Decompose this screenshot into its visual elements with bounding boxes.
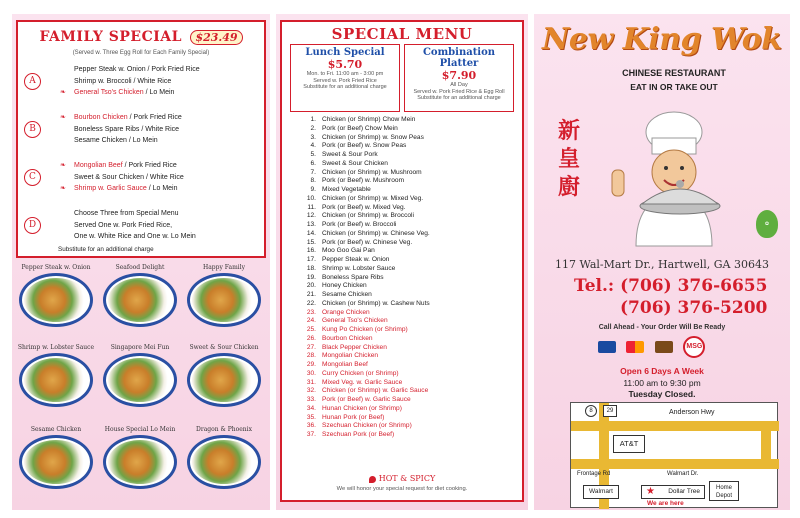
menu-item-name: Pork (or Beef) w. Mushroom — [322, 177, 405, 185]
family-panel — [12, 14, 270, 510]
menu-item-number: 11. — [307, 203, 316, 211]
menu-item-number: 12. — [306, 212, 316, 220]
menu-item-number: 33. — [306, 396, 316, 403]
dish-caption: House Special Lo Mein — [104, 426, 176, 433]
dish-photo — [184, 426, 264, 489]
hours: 11:00 am to 9:30 pm — [623, 378, 701, 388]
dish-plate-image — [19, 273, 93, 327]
dish-photo — [184, 264, 264, 327]
menu-item-number: 2. — [310, 124, 316, 132]
dish-text: Pepper Steak w. Onion / Pork Fried Rice — [74, 66, 200, 73]
chef-illustration — [596, 98, 746, 256]
family-subtitle: (Served w. Three Egg Roll for Each Family Special) — [72, 50, 210, 56]
menu-item-number: 37. — [306, 431, 316, 438]
dish-side: / Pork Fried Rice — [122, 162, 177, 169]
location-map — [570, 402, 778, 508]
hot-dish-name: Shrimp w. Garlic Sauce — [74, 185, 147, 192]
menu-item-number: 15. — [306, 238, 316, 246]
eat-in-take-out: EAT IN OR TAKE OUT — [630, 82, 718, 92]
menu-item-name: Pork (or Beef) w. Mixed Veg. — [322, 203, 406, 211]
combo-served: Served w. Pork Fried Rice & Egg Roll — [413, 88, 505, 95]
menu-item-name: Chicken (or Shrimp) Chow Mein — [322, 116, 416, 123]
lunch-substitute: Substitute for an additional charge — [303, 84, 387, 90]
map-walmart-dr-label: Walmart Dr. — [667, 471, 699, 477]
family-option-line — [74, 208, 258, 220]
info-panel — [534, 14, 790, 510]
route-29-badge: 29 — [603, 405, 617, 417]
menu-item — [282, 247, 522, 256]
menu-item — [282, 256, 522, 265]
pepper-icon — [369, 476, 376, 483]
home-depot-line-1: Home — [715, 485, 732, 491]
menu-item — [282, 160, 522, 169]
menu-item-name: Mongolian Chicken — [322, 352, 379, 360]
dish-plate-image — [103, 353, 177, 407]
home-depot-line-2: Depot — [715, 493, 732, 499]
menu-item-name: Orange Chicken — [322, 308, 370, 316]
menu-item-name: Curry Chicken (or Shrimp) — [322, 369, 399, 377]
map-road-vertical-right — [761, 421, 771, 469]
dish-plate-image — [187, 273, 261, 327]
dish-text: Sweet & Sour Chicken / White Rice — [74, 173, 184, 181]
menu-item — [282, 370, 522, 379]
dish-plate-image — [103, 435, 177, 489]
family-option-line — [74, 220, 258, 232]
menu-item — [282, 414, 522, 423]
option-letter: D — [24, 217, 41, 234]
menu-item-number: 29. — [306, 361, 316, 368]
family-note: Substitute for an additional charge — [58, 246, 154, 253]
menu-item-name: Chicken (or Shrimp) w. Chinese Veg. — [322, 229, 430, 237]
menu-item-name: Shrimp w. Lobster Sauce — [322, 264, 396, 272]
dish-plate-image — [187, 435, 261, 489]
no-msg-icon: MSG — [683, 336, 705, 358]
dish-photo — [100, 264, 180, 327]
menu-item — [282, 300, 522, 309]
menu-item-name: Bourbon Chicken — [322, 334, 373, 342]
menu-item — [282, 151, 522, 160]
dish-plate-image — [187, 353, 261, 407]
family-option-line — [74, 231, 258, 243]
chinese-char-2: 皇 — [557, 146, 580, 172]
discover-card-icon — [655, 341, 673, 353]
dish-text: Shrimp w. Broccoli / White Rice — [74, 77, 172, 85]
menu-item-name: Sweet & Sour Pork — [322, 151, 378, 158]
combo-title: Combination Platter — [422, 47, 496, 69]
menu-item — [282, 265, 522, 274]
mastercard-icon — [626, 341, 644, 353]
tel-label: Tel.: — [574, 276, 615, 296]
menu-item — [282, 230, 522, 239]
menu-item-name: Chicken (or Shrimp) w. Broccoli — [322, 212, 414, 220]
combo-hours: All Day — [450, 82, 468, 88]
menu-item — [282, 204, 522, 213]
dish-photo — [184, 344, 264, 407]
menu-item-number: 23. — [306, 308, 316, 316]
closed-day: Tuesday Closed. — [628, 389, 696, 399]
lunch-hours: Mon. to Fri. 11:00 am - 3:00 pm — [306, 71, 384, 77]
menu-item-number: 10. — [306, 194, 316, 202]
menu-item-name: Kung Po Chicken (or Shrimp) — [322, 326, 408, 333]
menu-item — [282, 335, 522, 344]
map-frontage-label: Frontage Rd — [577, 471, 611, 477]
family-option-line — [60, 112, 258, 124]
menu-item — [282, 317, 522, 326]
dish-caption: Sweet & Sour Chicken — [189, 344, 259, 351]
menu-item-number: 21. — [306, 291, 316, 298]
family-option-line — [74, 64, 258, 76]
dish-plate-image — [103, 273, 177, 327]
menu-item — [282, 186, 522, 195]
family-option — [24, 64, 258, 104]
special-menu-list — [282, 116, 522, 440]
healthy-leaf-icon: ✿ — [756, 210, 778, 238]
menu-item-name: Szechuan Chicken (or Shrimp) — [322, 422, 412, 430]
menu-item-number: 34. — [306, 404, 316, 412]
family-option-line — [60, 183, 258, 195]
dish-photo — [16, 426, 96, 489]
menu-item-number: 4. — [310, 142, 316, 150]
family-option-line — [60, 160, 258, 172]
menu-item — [282, 212, 522, 221]
map-we-are-here: We are here — [647, 500, 684, 507]
menu-item-number: 6. — [310, 159, 316, 167]
family-option-line — [74, 76, 258, 88]
menu-item-name: Pork (or Beef) w. Snow Peas — [322, 142, 407, 150]
call-ahead: Call Ahead - Your Order Will Be Ready — [598, 324, 726, 331]
chinese-char-1: 新 — [557, 118, 580, 144]
dish-side: / Lo Mein — [143, 89, 175, 96]
menu-item-name: Pork (or Beef) Chow Mein — [322, 124, 398, 132]
map-dollar-tree — [641, 485, 705, 499]
menu-item — [282, 221, 522, 230]
menu-item-number: 26. — [306, 334, 316, 342]
open-days: Open 6 Days A Week — [620, 366, 704, 376]
menu-item-number: 24. — [306, 317, 316, 325]
lunch-served: Served w. Pork Fried Rice — [313, 77, 377, 84]
menu-item-number: 13. — [306, 221, 316, 228]
menu-item — [282, 431, 522, 440]
menu-item — [282, 125, 522, 134]
menu-item-number: 25. — [306, 326, 316, 333]
dish-photo — [100, 426, 180, 489]
dish-photo — [100, 344, 180, 407]
menu-item — [282, 309, 522, 318]
menu-item-name: Chicken (or Shrimp) w. Mixed Veg. — [322, 194, 424, 202]
lunch-special-title: Lunch Special — [305, 47, 385, 58]
phone-block — [574, 276, 767, 296]
menu-item-number: 18. — [306, 264, 316, 272]
menu-item-name: Honey Chicken — [322, 282, 367, 290]
map-hwy-label: Anderson Hwy — [669, 409, 715, 416]
menu-item — [282, 361, 522, 370]
menu-item — [282, 169, 522, 178]
restaurant-logo: New King Wok — [542, 22, 782, 57]
menu-item — [282, 177, 522, 186]
menu-item-name: Pork (or Beef) w. Garlic Sauce — [322, 396, 411, 403]
menu-item-name: Pepper Steak w. Onion — [322, 256, 390, 263]
dish-text: Served One w. Pork Fried Rice, — [74, 221, 173, 229]
menu-item-name: Chicken (or Shrimp) w. Snow Peas — [322, 133, 424, 141]
menu-item-number: 7. — [310, 168, 316, 176]
menu-item-name: Hunan Pork (or Beef) — [322, 413, 385, 421]
menu-item — [282, 326, 522, 335]
special-menu-title: SPECIAL MENU — [331, 25, 473, 43]
dish-text: Boneless Spare Ribs / White Rice — [74, 125, 180, 133]
menu-item-number: 30. — [306, 369, 316, 377]
menu-item-name: Mixed Vegetable — [322, 186, 371, 193]
route-8-badge: 8 — [585, 405, 597, 417]
menu-item-name: Pork (or Beef) w. Chinese Veg. — [322, 238, 413, 246]
family-option-line — [60, 87, 258, 99]
dish-caption: Seafood Delight — [115, 264, 165, 271]
hot-spicy-legend — [282, 474, 522, 483]
menu-item-number: 36. — [306, 422, 316, 430]
dish-plate-image — [19, 435, 93, 489]
menu-item-number: 28. — [306, 352, 316, 360]
hot-pepper-icon: ❧ — [60, 162, 66, 169]
menu-item-number: 3. — [310, 133, 316, 141]
hot-pepper-icon: ❧ — [60, 185, 66, 192]
payment-methods — [598, 336, 705, 358]
menu-item-name: Mixed Veg. w. Garlic Sauce — [322, 378, 403, 386]
menu-item-number: 8. — [310, 177, 316, 185]
menu-item-number: 27. — [306, 343, 316, 351]
menu-item-name: Black Pepper Chicken — [322, 343, 387, 351]
family-option — [24, 160, 258, 200]
hot-dish-name: Mongolian Beef — [74, 162, 123, 169]
menu-item-name: Chicken (or Shrimp) w. Garlic Sauce — [322, 387, 429, 395]
family-special-price: $23.49 — [190, 30, 242, 45]
phone-1[interactable]: (706) 376-6655 — [620, 276, 768, 296]
dish-caption: Shrimp w. Lobster Sauce — [17, 344, 95, 351]
dish-text: Sesame Chicken / Lo Mein — [74, 137, 158, 144]
menu-item-name: Pork (or Beef) w. Broccoli — [322, 221, 397, 228]
hot-dish-name: Bourbon Chicken — [74, 114, 128, 121]
menu-item — [282, 142, 522, 151]
menu-item — [282, 352, 522, 361]
menu-item-name: Sweet & Sour Chicken — [322, 159, 388, 167]
menu-item — [282, 239, 522, 248]
dish-caption: Sesame Chicken — [30, 426, 82, 433]
menu-item-number: 14. — [306, 229, 316, 237]
dish-caption: Singapore Mei Fun — [110, 344, 170, 351]
menu-item-name: Chicken (or Shrimp) w. Cashew Nuts — [322, 299, 430, 307]
menu-item-number: 1. — [310, 116, 316, 123]
menu-item — [282, 405, 522, 414]
menu-item — [282, 282, 522, 291]
star-marker-icon: ★ — [646, 486, 655, 497]
menu-item-name: Szechuan Pork (or Beef) — [322, 431, 395, 438]
hot-pepper-icon: ❧ — [60, 89, 66, 96]
option-letter: B — [24, 121, 41, 138]
map-walmart: Walmart — [583, 485, 619, 499]
option-letter: A — [24, 73, 41, 90]
menu-item — [282, 195, 522, 204]
dish-side: / Lo Mein — [146, 185, 178, 192]
dish-caption: Dragon & Phoenix — [196, 426, 252, 433]
hot-spicy-label: HOT & SPICY — [378, 474, 436, 483]
menu-item — [282, 116, 522, 125]
menu-item-name: Sesame Chicken — [322, 291, 372, 298]
hot-pepper-icon: ❧ — [60, 114, 66, 121]
family-option-line — [74, 135, 258, 147]
dish-plate-image — [19, 353, 93, 407]
menu-item-number: 5. — [310, 151, 316, 158]
lunch-special-price: $5.70 — [327, 58, 363, 71]
special-menu-box — [280, 20, 524, 502]
family-special-title: FAMILY SPECIAL — [39, 29, 182, 45]
menu-item-number: 16. — [306, 247, 316, 255]
menu-item — [282, 291, 522, 300]
menu-item-number: 31. — [306, 378, 316, 386]
hot-dish-name: General Tso's Chicken — [74, 89, 144, 96]
family-option — [24, 112, 258, 152]
restaurant-type: CHINESE RESTAURANT — [622, 68, 726, 78]
dish-photo — [16, 264, 96, 327]
special-menu-panel — [276, 14, 528, 510]
menu-item-number: 32. — [306, 387, 316, 395]
lunch-special-box — [290, 44, 400, 112]
family-special-box — [16, 20, 266, 258]
option-letter: C — [24, 169, 41, 186]
visa-card-icon — [598, 341, 616, 353]
dish-photo — [16, 344, 96, 407]
dish-side: / Pork Fried Rice — [127, 114, 182, 121]
combination-platter-box — [404, 44, 514, 112]
dish-text: One w. White Rice and One w. Lo Mein — [74, 233, 196, 240]
phone-2[interactable]: (706) 376-5200 — [620, 298, 768, 318]
menu-item-name: Mongolian Beef — [322, 361, 368, 368]
menu-item-name: General Tso's Chicken — [322, 317, 388, 325]
menu-item-name: Hunan Chicken (or Shrimp) — [322, 404, 402, 412]
menu-item — [282, 344, 522, 353]
combo-price: $7.90 — [441, 69, 477, 82]
menu-item — [282, 379, 522, 388]
map-home-depot — [709, 481, 739, 501]
address: 117 Wal-Mart Dr., Hartwell, GA 30643 — [555, 258, 769, 271]
menu-item-number: 20. — [306, 282, 316, 290]
family-option-line — [74, 172, 258, 184]
menu-item-name: Moo Goo Gai Pan — [322, 247, 375, 255]
menu-item — [282, 274, 522, 283]
diet-note: We will honor your special request for diet cooking. — [336, 486, 468, 492]
menu-item-number: 35. — [306, 413, 316, 421]
menu-item — [282, 396, 522, 405]
menu-item-name: Chicken (or Shrimp) w. Mushroom — [322, 168, 422, 176]
dish-caption: Pepper Steak w. Onion — [21, 264, 91, 271]
family-option — [24, 208, 258, 248]
dish-caption: Happy Family — [202, 264, 246, 271]
menu-item-number: 19. — [306, 273, 316, 281]
menu-item-number: 22. — [306, 299, 316, 307]
combo-substitute: Substitute for an additional charge — [417, 95, 501, 101]
menu-item — [282, 387, 522, 396]
menu-item — [282, 422, 522, 431]
dish-text: Choose Three from Special Menu — [74, 210, 179, 217]
chinese-char-3: 廚 — [557, 174, 580, 200]
map-dollar-tree-label: Dollar Tree — [668, 488, 700, 495]
family-option-line — [74, 124, 258, 136]
menu-item-number: 17. — [306, 256, 316, 263]
menu-item-name: Boneless Spare Ribs — [322, 273, 384, 281]
menu-item — [282, 134, 522, 143]
menu-item-number: 9. — [310, 186, 316, 193]
map-att: AT&T — [613, 435, 645, 453]
